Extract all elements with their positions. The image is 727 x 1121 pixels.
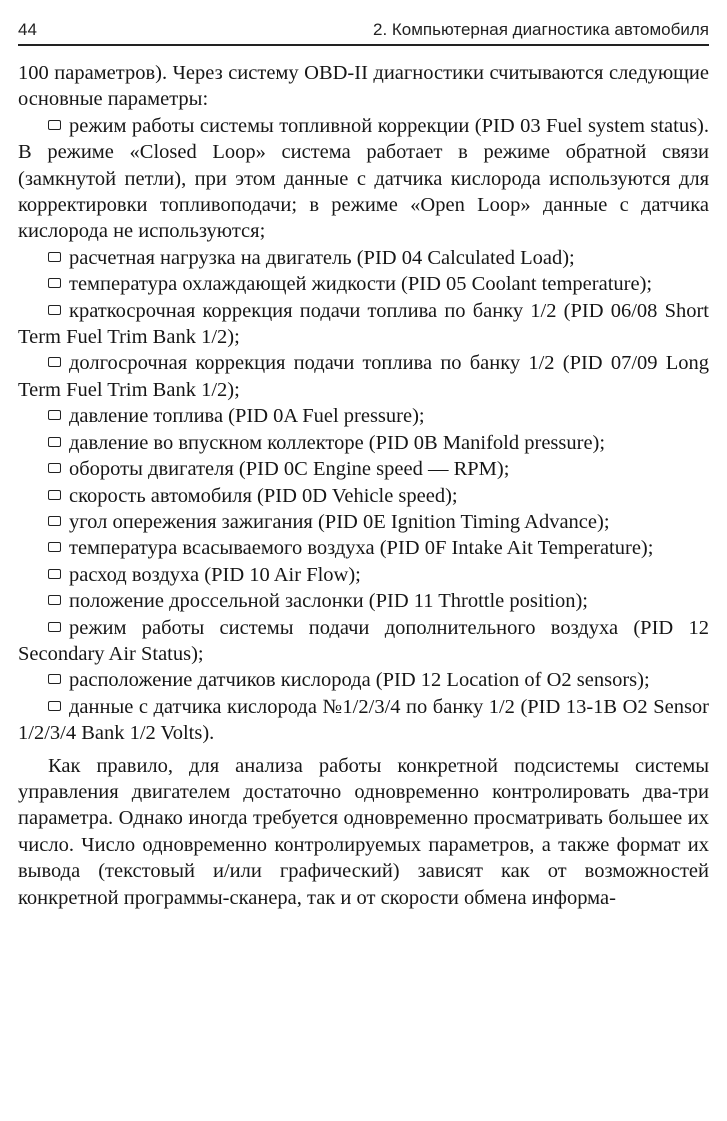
checkbox-bullet-icon	[48, 463, 61, 473]
list-item-text: расход воздуха (PID 10 Air Flow);	[69, 563, 361, 586]
list-item-text: давление топлива (PID 0A Fuel pressure);	[69, 405, 425, 428]
checkbox-bullet-icon	[48, 516, 61, 526]
list-item-text: температура охлаждающей жидкости (PID 05 Coolant temperature);	[69, 273, 653, 296]
list-item-text: расчетная нагрузка на двигатель (PID 04 Calculated Load);	[69, 246, 575, 269]
list-item-text: обороты двигателя (PID 0C Engine speed — RPM);	[69, 458, 510, 481]
checkbox-bullet-icon	[48, 595, 61, 605]
intro-paragraph: 100 параметров). Через систему OBD-II диагностики считываются следующие основные параметры:	[18, 62, 709, 111]
list-item	[18, 562, 709, 588]
page-number: 44	[18, 20, 37, 39]
checkbox-bullet-icon	[48, 410, 61, 420]
checkbox-bullet-icon	[48, 701, 61, 711]
list-item	[18, 667, 709, 693]
list-item-text: данные с датчика кислорода №1/2/3/4 по банку 1/2 (PID 13-1B O2 Sensor 1/2/3/4 Bank 1/2 Volts).	[18, 695, 709, 745]
parameter-list	[18, 113, 709, 747]
list-item	[18, 509, 709, 535]
chapter-title: 2. Компьютерная диагностика автомобиля	[372, 20, 709, 39]
page-body	[18, 60, 709, 911]
list-item-text: давление во впускном коллекторе (PID 0B Manifold pressure);	[69, 431, 606, 454]
checkbox-bullet-icon	[48, 357, 61, 367]
list-item	[18, 271, 709, 297]
list-item	[18, 245, 709, 271]
checkbox-bullet-icon	[48, 622, 61, 632]
page-header	[18, 14, 709, 44]
list-item	[18, 430, 709, 456]
checkbox-bullet-icon	[48, 120, 61, 130]
list-item	[18, 615, 709, 668]
list-item	[18, 113, 709, 245]
checkbox-bullet-icon	[48, 278, 61, 288]
list-item-text: режим работы системы топливной коррекции (PID 03 Fuel system status). В режиме «Closed Loop» система работает в режиме обратной связи (замкнутой петли), при этом данные с датчика кислорода используются для корректировки топливоподачи; в режиме «Open Loop» данные с датчика кислорода не используются;	[18, 114, 709, 243]
checkbox-bullet-icon	[48, 674, 61, 684]
list-item-text: угол опережения зажигания (PID 0E Ignition Timing Advance);	[69, 510, 610, 533]
checkbox-bullet-icon	[48, 490, 61, 500]
list-item-text: расположение датчиков кислорода (PID 12 Location of O2 sensors);	[69, 669, 650, 692]
list-item	[18, 535, 709, 561]
list-item-text: краткосрочная коррекция подачи топлива по банку 1/2 (PID 06/08 Short Term Fuel Trim Bank 1/2);	[18, 299, 709, 349]
header-rule	[18, 44, 709, 46]
list-item	[18, 456, 709, 482]
checkbox-bullet-icon	[48, 305, 61, 315]
checkbox-bullet-icon	[48, 252, 61, 262]
checkbox-bullet-icon	[48, 542, 61, 552]
list-item	[18, 588, 709, 614]
list-item-text: температура всасываемого воздуха (PID 0F Intake Ait Temperature);	[69, 537, 654, 560]
list-item-text: долгосрочная коррекция подачи топлива по банку 1/2 (PID 07/09 Long Term Fuel Trim Bank 1/2);	[18, 352, 709, 401]
list-item	[18, 694, 709, 747]
list-item-text: положение дроссельной заслонки (PID 11 Throttle position);	[69, 590, 588, 613]
list-item	[18, 298, 709, 351]
checkbox-bullet-icon	[48, 437, 61, 447]
closing-paragraph: Как правило, для анализа работы конкретной подсистемы системы управления двигателем достаточно одновременно контролировать два-три параметра. Однако иногда требуется одновременно просматривать большее их число. Число одновременно контролируемых параметров, а также формат их вывода (текстовый и/или графический) зависят как от возможностей конкретной программы-сканера, так и от скорости обмена информа-	[18, 754, 709, 909]
list-item-text: режим работы системы подачи дополнительного воздуха (PID 12 Secondary Air Status);	[18, 616, 709, 665]
list-item	[18, 350, 709, 403]
list-item	[18, 403, 709, 429]
list-item	[18, 483, 709, 509]
list-item-text: скорость автомобиля (PID 0D Vehicle speed);	[69, 484, 458, 507]
checkbox-bullet-icon	[48, 569, 61, 579]
